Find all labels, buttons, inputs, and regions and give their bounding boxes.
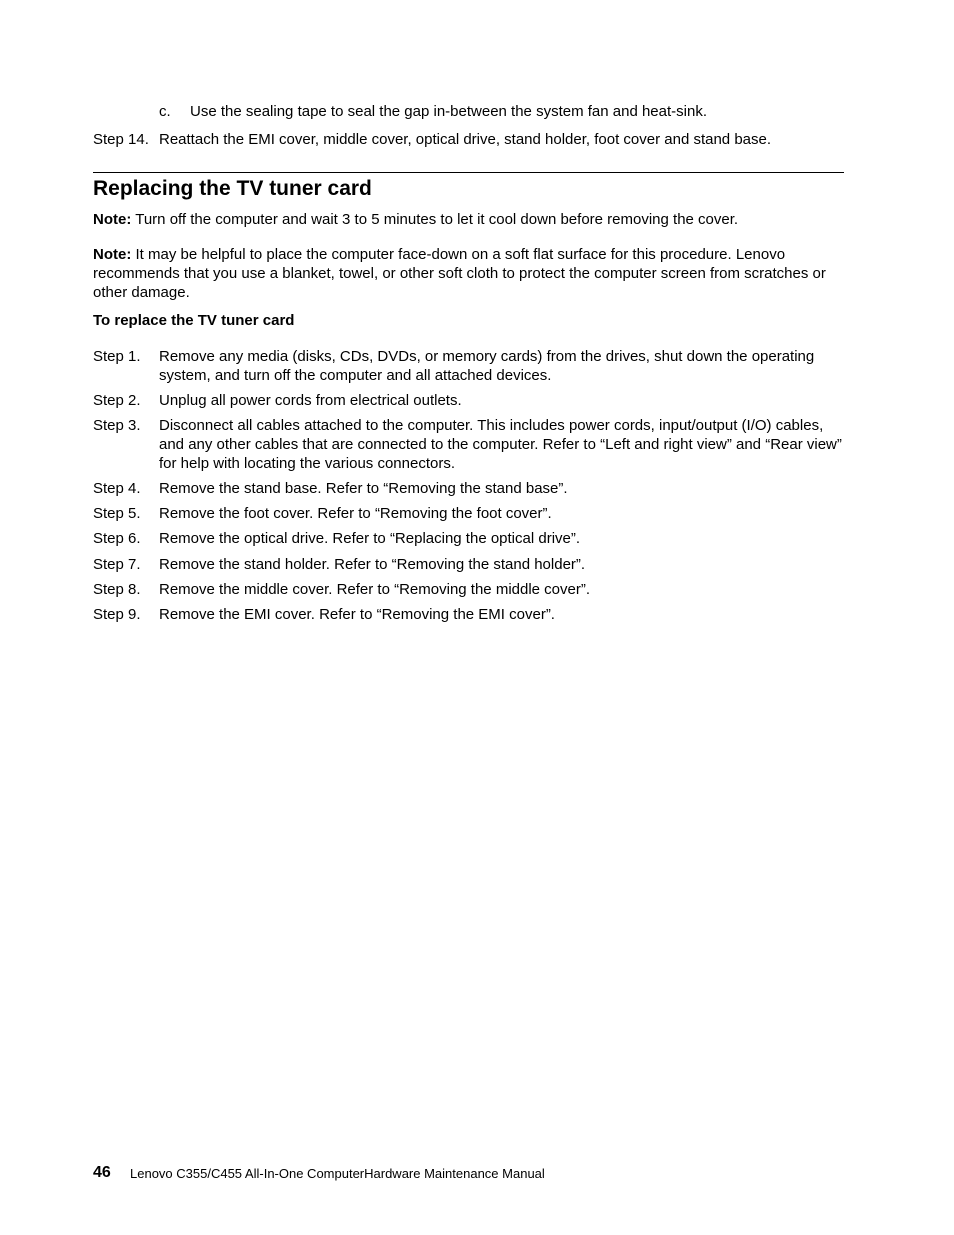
step-1-text: Remove any media (disks, CDs, DVDs, or memory cards) from the drives, shut down the operating system, and turn off the computer and all attached devices. [159, 348, 815, 384]
step-5-label: Step 5. [93, 505, 141, 522]
step-14-text: Reattach the EMI cover, middle cover, optical drive, stand holder, foot cover and stand base. [159, 131, 772, 148]
step-2-label: Step 2. [93, 392, 141, 409]
step-7-text: Remove the stand holder. Refer to “Removing the stand holder”. [159, 556, 586, 573]
note-label: Note: [93, 246, 132, 263]
step-3-label: Step 3. [93, 417, 141, 434]
step-2-text: Unplug all power cords from electrical outlets. [159, 392, 462, 409]
step-3-text: Disconnect all cables attached to the computer. This includes power cords, input/output (I/O) cables, and any other cables that are connected to the computer. Refer to “Left and right view” and “Rear view” for help with locating the various connectors. [159, 417, 842, 472]
step-9-label: Step 9. [93, 606, 141, 623]
step-1-label: Step 1. [93, 348, 141, 365]
step-4-label: Step 4. [93, 480, 141, 497]
step-6-label: Step 6. [93, 530, 141, 547]
section-divider [93, 172, 844, 173]
step-7-label: Step 7. [93, 556, 141, 573]
page-number: 46 [93, 1164, 111, 1181]
step-14-label: Step 14. [93, 131, 149, 148]
step-6-text: Remove the optical drive. Refer to “Replacing the optical drive”. [159, 530, 581, 547]
note-label: Note: [93, 211, 132, 228]
note-cooldown [93, 210, 848, 229]
footer-manual-title: Lenovo C355/C455 All-In-One ComputerHardware Maintenance Manual [130, 1166, 545, 1181]
step-9-text: Remove the EMI cover. Refer to “Removing the EMI cover”. [159, 606, 555, 623]
step-4-text: Remove the stand base. Refer to “Removing the stand base”. [159, 480, 568, 497]
section-title: Replacing the TV tuner card [93, 177, 372, 200]
note-text: Turn off the computer and wait 3 to 5 minutes to let it cool down before removing the cover. [135, 211, 739, 228]
substep-c-text: Use the sealing tape to seal the gap in-between the system fan and heat-sink. [190, 103, 707, 120]
substep-c-marker: c. [159, 103, 171, 120]
note-text: It may be helpful to place the computer face-down on a soft flat surface for this procedure. Lenovo recommends that you use a blanket, towel, or other soft cloth to protect the computer screen from scratches or other damage. [93, 246, 826, 301]
step-5-text: Remove the foot cover. Refer to “Removing the foot cover”. [159, 505, 552, 522]
step-8-label: Step 8. [93, 581, 141, 598]
note-face-down [93, 245, 848, 302]
step-8-text: Remove the middle cover. Refer to “Removing the middle cover”. [159, 581, 591, 598]
procedure-title: To replace the TV tuner card [93, 312, 295, 329]
